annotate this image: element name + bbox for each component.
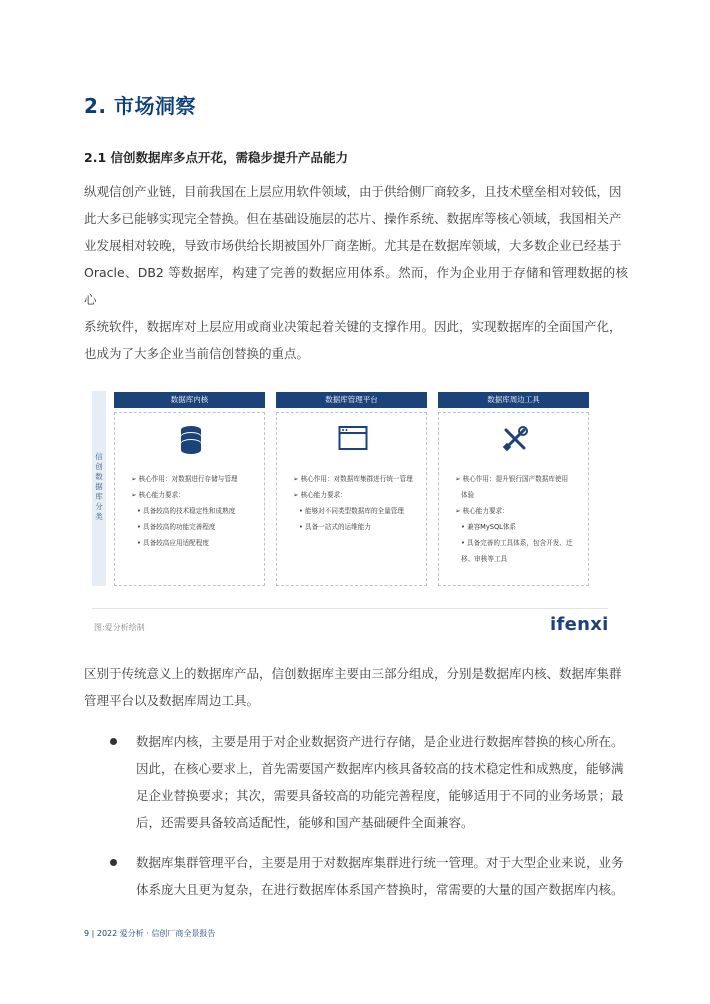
card-line: ➢ 核心能力要求： xyxy=(455,507,509,515)
text-line: 管理平台以及数据库周边工具。 xyxy=(84,693,260,708)
card-title: 数据库内核 xyxy=(114,392,265,408)
card-line: • 具备完善的工具体系，包含开发、迁 xyxy=(461,539,573,547)
text-line: 足企业替换要求；其次，需要具备较高的功能完善程度，能够适用于不同的业务场景；最 xyxy=(136,788,624,803)
card-line: 体验 xyxy=(461,491,475,499)
text-line: 体系庞大且更为复杂，在进行数据库体系国产替换时，常需要的大量的国产数据库内核。 xyxy=(136,882,624,897)
card-line: ➢ 核心能力要求： xyxy=(293,491,347,499)
card-database-kernel xyxy=(114,392,265,586)
card-body xyxy=(114,412,265,586)
text-line: 后，还需要具备较高适配性，能够和国产基础硬件全面兼容。 xyxy=(136,815,474,830)
text-line: 因此，在核心要求上，首先需要国产数据库内核具备较高的技术稳定性和成熟度，能够满 xyxy=(136,761,624,776)
card-text xyxy=(131,471,259,551)
text-line: 区别于传统意义上的数据库产品，信创数据库主要由三部分组成，分别是数据库内核、数据库集群 xyxy=(84,666,622,681)
card-line: • 具备较高的功能完善程度 xyxy=(137,523,216,531)
intro-paragraph xyxy=(84,178,628,367)
text-line: 也成为了大多企业当前信创替换的重点。 xyxy=(84,346,310,361)
card-line: ➢ 核心能力要求： xyxy=(131,491,185,499)
text-line: 数据库集群管理平台，主要是用于对数据库集群进行统一管理。对于大型企业来说，业务 xyxy=(136,855,624,870)
section-heading: 2. 市场洞察 xyxy=(84,94,196,118)
card-line: • 能够对不同类型数据库的全量管理 xyxy=(299,507,404,515)
ifenxi-logo: ifenxi xyxy=(550,614,609,635)
card-db-management-platform xyxy=(276,392,427,586)
subsection-heading: 2.1 信创数据库多点开花，需稳步提升产品能力 xyxy=(84,150,348,165)
card-line: • 具备较高应用适配程度 xyxy=(137,539,209,547)
bullet-item xyxy=(110,728,630,836)
card-line: • 兼容MySQL体系 xyxy=(461,523,517,531)
card-line: ➢ 核心作用：提升银行国产数据库使用 xyxy=(455,475,569,483)
text-line: 系统软件，数据库对上层应用或商业决策起着关键的支撑作用。因此，实现数据库的全面国产化， xyxy=(84,319,622,334)
card-title: 数据库管理平台 xyxy=(276,392,427,408)
database-icon xyxy=(115,425,266,459)
card-db-peripheral-tools xyxy=(438,392,589,586)
bullet-item xyxy=(110,849,630,903)
bullet-dot xyxy=(110,859,117,866)
card-title: 数据库周边工具 xyxy=(438,392,589,408)
card-line: ➢ 核心作用：对数据进行存储与管理 xyxy=(131,475,238,483)
text-line: 此大多已能够实现完全替换。但在基础设施层的芯片、操作系统、数据库等核心领域，我国相关产 xyxy=(84,211,622,226)
figure-caption: 图:爱分析绘制 xyxy=(94,623,145,632)
page-footer: 9 | 2022 爱分析 · 信创厂商全景报告 xyxy=(84,929,216,938)
text-line: Oracle、DB2 等数据库，构建了完善的数据应用体系。然而，作为企业用于存储和管理数据的核心 xyxy=(84,265,628,307)
card-line: • 具备一站式的运维能力 xyxy=(299,523,371,531)
bullet-dot xyxy=(110,738,117,745)
card-body xyxy=(276,412,427,586)
bullet-text xyxy=(136,849,630,903)
card-line: ➢ 核心作用：对数据库集群进行统一管理 xyxy=(293,475,413,483)
figure-divider xyxy=(92,608,608,609)
text-line: 业发展相对较晚，导致市场供给长期被国外厂商垄断。尤其是在数据库领域，大多数企业已经基于 xyxy=(84,238,622,253)
figure-side-label: 信 创 数 据 库 分 类 xyxy=(95,452,103,521)
card-text xyxy=(455,471,583,567)
card-text xyxy=(293,471,421,535)
card-body xyxy=(438,412,589,586)
bullet-text xyxy=(136,728,630,836)
card-line: • 具备较高的技术稳定性和成熟度 xyxy=(137,507,236,515)
text-line: 纵观信创产业链，目前我国在上层应用软件领域，由于供给侧厂商较多，且技术壁垒相对较低，因 xyxy=(84,184,622,199)
text-line: 数据库内核，主要是用于对企业数据资产进行存储，是企业进行数据库替换的核心所在。 xyxy=(136,734,624,749)
tools-icon xyxy=(439,425,590,457)
window-icon xyxy=(277,425,428,455)
card-line: 移、审核等工具 xyxy=(461,555,508,563)
body-paragraph xyxy=(84,660,628,714)
